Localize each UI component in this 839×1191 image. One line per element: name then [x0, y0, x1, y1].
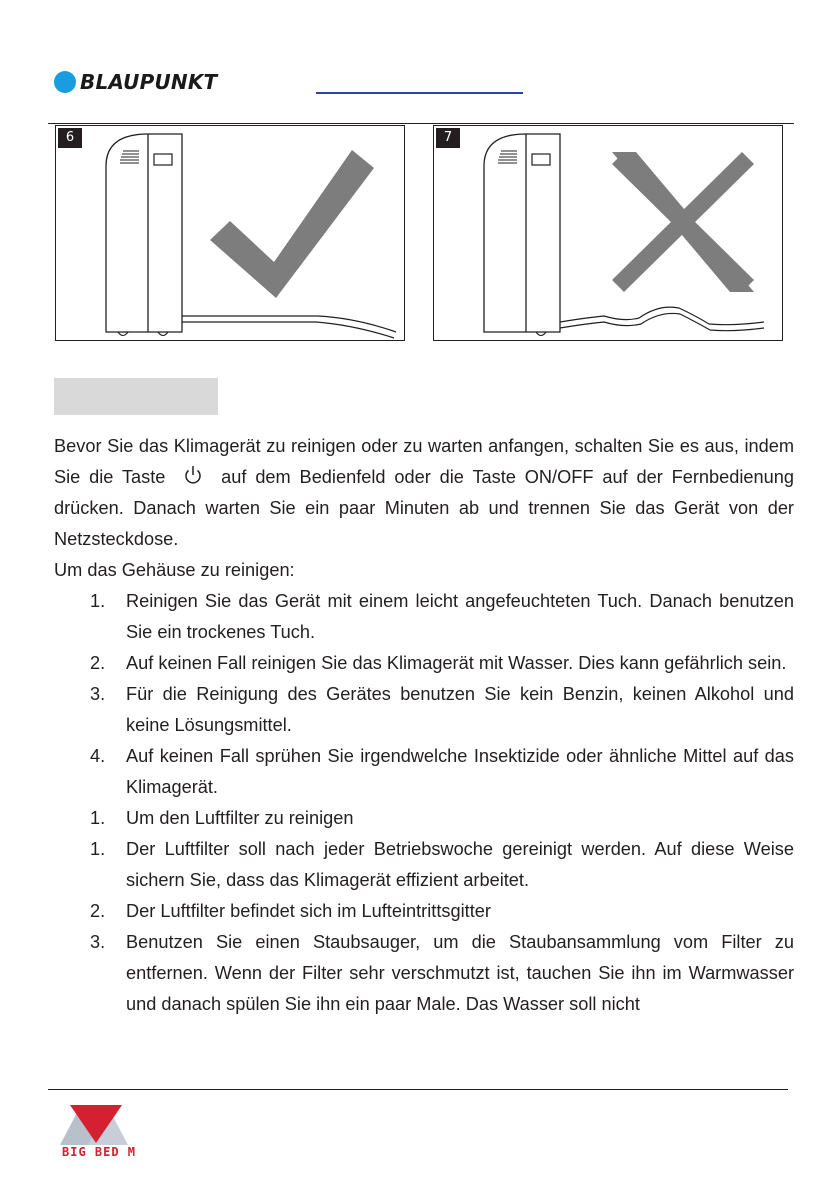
- section-heading-box: [54, 378, 218, 415]
- intro-paragraph: [54, 431, 794, 555]
- figure-number: 7: [436, 128, 460, 148]
- list-item: 2. Auf keinen Fall reinigen Sie das Klimagerät mit Wasser. Dies kann gefährlich sein.: [90, 653, 787, 673]
- brand-dot-icon: [54, 71, 76, 93]
- figure-number: 6: [58, 128, 82, 148]
- list-item: 3. Für die Reinigung des Gerätes benutzen Sie kein Benzin, keinen Alkohol und keine Lösungsmittel.: [90, 684, 794, 735]
- device-curled-cable-illustration: [434, 126, 784, 342]
- housing-heading: Um das Gehäuse zu reinigen:: [54, 560, 295, 580]
- power-icon: [180, 465, 206, 485]
- device-straight-cable-illustration: [56, 126, 406, 342]
- check-icon: [210, 150, 374, 298]
- header-divider: [48, 123, 794, 124]
- footer-logo-text: BIG BED M: [62, 1145, 137, 1159]
- figure-6: [55, 125, 405, 341]
- list-item: 3. Benutzen Sie einen Staubsauger, um die Staubansammlung vom Filter zu entfernen. Wenn der Filter sehr verschmutzt ist, tauchen Sie ihn im Warmwasser und danach spülen Sie ihn ein paar Male. Das Wasser soll nicht: [90, 932, 794, 1014]
- intro-text-part-2: auf dem Bedienfeld oder die Taste ON/OFF auf der Fernbedienung drücken. Danach warten Sie ein paar Minuten ab und trennen Sie das Gerät von der Netzsteckdose.: [54, 467, 794, 549]
- instruction-list: [54, 586, 794, 1020]
- list-item: 1. Der Luftfilter soll nach jeder Betriebswoche gereinigt werden. Auf diese Weise sichern Sie, dass das Klimagerät effizient arbeitet.: [90, 839, 794, 890]
- list-item: 1. Um den Luftfilter zu reinigen: [90, 808, 354, 828]
- brand-logo: [54, 70, 217, 94]
- figure-7: [433, 125, 783, 341]
- list-item: 2. Der Luftfilter befindet sich im Lufteintrittsgitter: [90, 901, 491, 921]
- cross-icon: [612, 152, 754, 292]
- footer-divider: [48, 1089, 788, 1090]
- list-item: 4. Auf keinen Fall sprühen Sie irgendwelche Insektizide oder ähnliche Mittel auf das Klimagerät.: [90, 746, 794, 797]
- intro-text-part-1: Bevor Sie das Klimagerät zu reinigen oder zu warten anfangen, schalten Sie es aus, indem Sie die Taste: [54, 436, 794, 487]
- brand-name: BLAUPUNKT: [80, 70, 218, 94]
- header-link-underline[interactable]: [316, 92, 523, 94]
- list-item: 1. Reinigen Sie das Gerät mit einem leicht angefeuchteten Tuch. Danach benutzen Sie ein trockenes Tuch.: [90, 591, 794, 642]
- body-text: [54, 431, 794, 1020]
